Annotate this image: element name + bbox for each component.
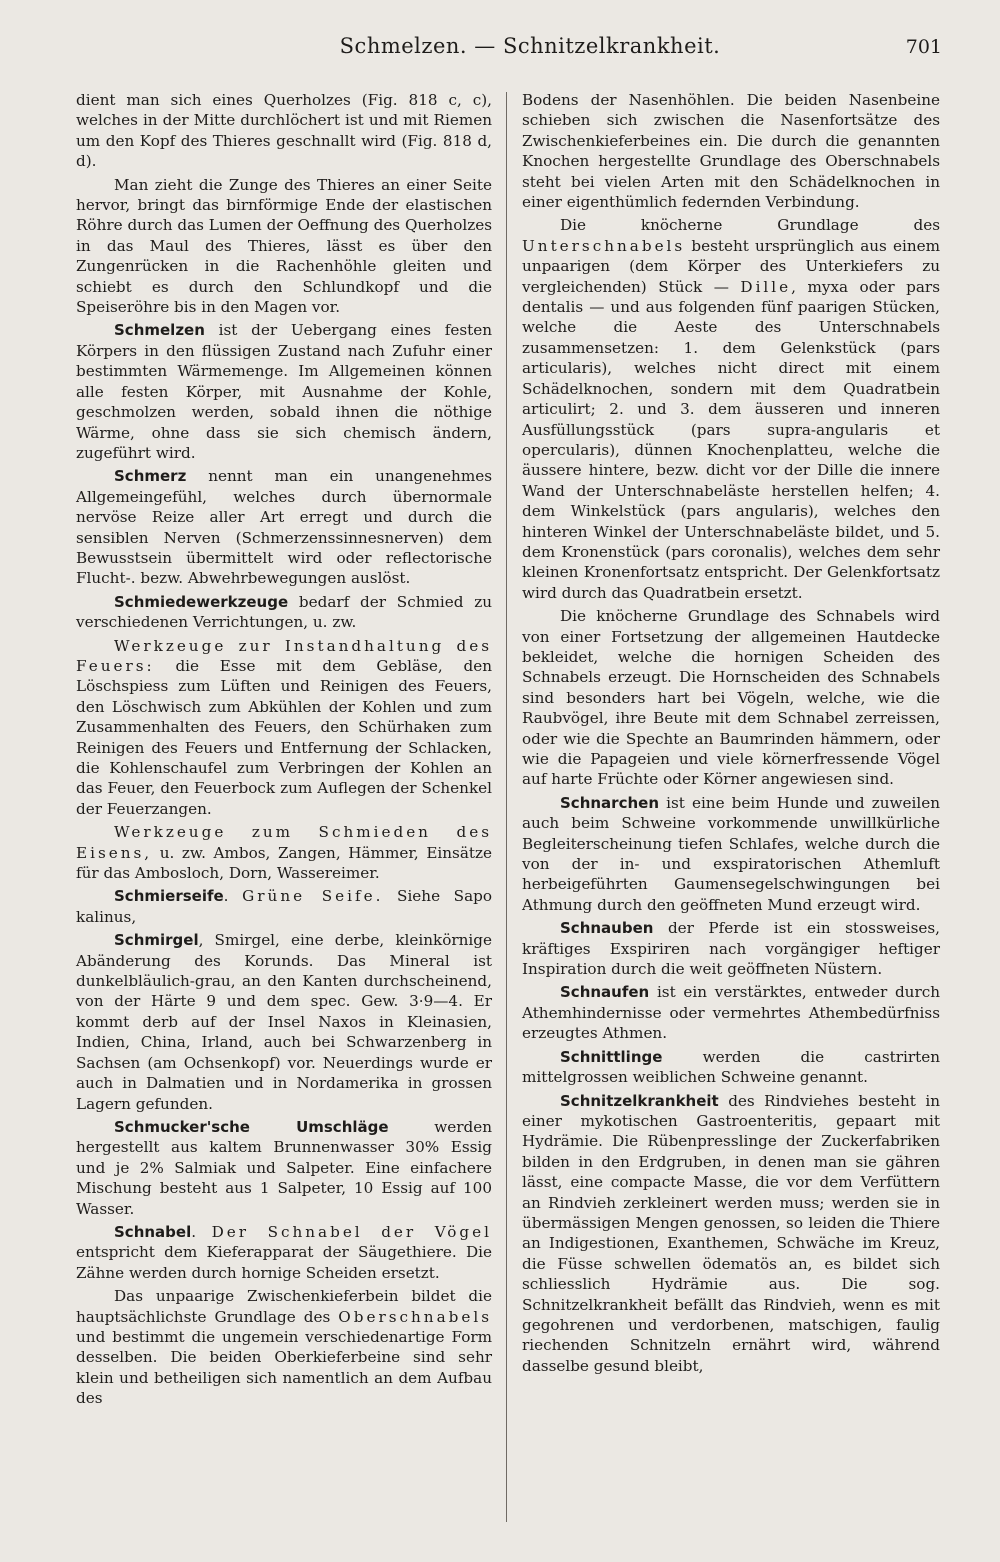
running-title: Schmelzen. — Schnitzelkrankheit. [339,34,721,58]
entry-headword: Schnaufen [560,983,650,1002]
paragraph [76,886,492,927]
right-text-column [522,90,940,1379]
left-text-column [76,90,492,1412]
text-run: . [191,1222,212,1241]
text-run: Man zieht die Zunge des Thieres an einer Seite hervor, bringt das birnförmige Ende der elastischen Röhre durch das Lumen der Oeffnung des Querholzes in das Maul des Thieres, lässt es über den Zungenrücken in die Rachenhöhle gleiten und schiebt es durch den Schlundkopf und die Speiseröhre bis in den Magen vor. [76,175,492,317]
running-header [0,30,1000,70]
text-run: die Esse mit dem Gebläse, den Löschspiess zum Lüften und Reinigen des Feuers, den Löschwisch zum Abkühlen der Kohlen und zum Zusammenhalten des Feuers, den Schürhaken zum Reinigen des Feuers und Entfernung der Schlacken, die Kohlenschaufel zum Verbringen der Kohlen an das Feuer, den Feuerbock zum Auflegen der Schenkel der Feuerzangen. [76,656,492,818]
entry-headword: Schnarchen [560,793,659,812]
paragraph [76,592,492,633]
text-run: Die knöcherne Grundlage des Schnabels wird von einer Fortsetzung der allgemeinen Hautdecke bekleidet, welche die hornigen Scheiden des Schnabels erzeugt. Die Hornscheiden des Schnabels sind besonders hart bei Vögeln, welche, wie die Raubvögel, ihre Beute mit dem Schnabel zerreissen, oder wie die Spechte an Baumrinden hämmern, oder wie die Papageien und viele körnerfressende Vögel auf harte Früchte oder Körner angewiesen sind. [522,607,940,789]
text-run: dient man sich eines Querholzes (Fig. 818 c, c), welches in der Mitte durchlöchert ist und mit Riemen um den Kopf des Thieres geschnallt wird (Fig. 818 d, d). [76,91,492,171]
paragraph [76,90,492,172]
text-run: ist ein verstärktes, entweder durch Athemhindernisse oder vermehrtes Athembedürfniss erzeugtes Athmen. [522,983,940,1043]
paragraph [522,90,940,212]
spaced-emphasis: Der Schnabel der Vögel [211,1222,492,1241]
entry-headword: Schmelzen [114,321,205,340]
text-run: des Rindviehes besteht in einer mykotischen Gastroenteritis, gepaart mit Hydrämie. Die Rübenpresslinge der Zuckerfabriken bilden in den Erdgruben, in denen man sie gähren lässt, eine compacte Masse, die vor dem Verfüttern an Rindvieh zerkleinert werden muss; werden sie in übermässigen Mengen genossen, so leiden die Thiere an Indigestionen, Exanthemen, Schwäche im Kreuz, die Füsse schwellen ödematös an, es bildet sich schliesslich Hydrämie aus. Die sog. Schnitzelkrankheit befällt das Rindvieh, wenn es mit gegohrenen und verdorbenen, matschigen, faulig riechenden Schnitzeln ernährt wird, während dasselbe gesund bleibt, [522,1091,940,1375]
entry-headword: Schnabel [114,1222,192,1241]
entry-headword: Schmirgel [114,931,199,950]
paragraph [76,466,492,588]
paragraph [76,1286,492,1408]
text-run: . [223,887,243,906]
text-run: u. zw. Ambos, Zangen, Hämmer, Einsätze für das Ambosloch, Dorn, Wassereimer. [76,843,492,883]
text-run: Das unpaarige Zwischenkieferbein bildet die hauptsächlichste Grundlage des [76,1287,492,1326]
text-run: besteht ursprünglich aus einem unpaarigen (dem Körper des Unterkiefers zu vergleichenden) Stück — [522,236,940,296]
spaced-emphasis: Unterschnabels [522,236,686,255]
paragraph [76,822,492,883]
text-run: der Pferde ist ein stossweises, kräftiges Exspiriren nach vorgängiger heftiger Inspiration durch die weit geöffneten Nüstern. [522,919,940,979]
entry-headword: Schmerz [114,467,187,486]
text-run: ist der Uebergang eines festen Körpers in den flüssigen Zustand nach Zufuhr einer bestimmten Wärmemenge. Im Allgemeinen können alle festen Körper, mit Ausnahme der Kohle, geschmolzen werden, sobald ihnen die nöthige Wärme, ohne dass sie sich chemisch ändern, zugeführt wird. [76,321,492,462]
page-number: 701 [905,36,942,58]
text-run: nennt man ein unangenehmes Allgemeingefühl, welches durch übernormale nervöse Reize aller Art erregt und durch die sensiblen Nerven (Schmerzenssinnesnerven) dem Bewusstsein übermittelt wird oder reflectorische Flucht-. bezw. Abwehrbewegungen auslöst. [76,467,492,588]
text-run: ist eine beim Hunde und zuweilen auch beim Schweine vorkommende unwillkürliche Begleiterscheinung tiefen Schlafes, welche durch die von der in- und exspiratorischen Athemluft herbeigeführten Gaumensegelschwingungen bei Athmung durch den geöffneten Mund erzeugt wird. [522,793,940,914]
text-run: bedarf der Schmied zu verschiedenen Verrichtungen, u. zw. [76,592,492,632]
entry-headword: Schmierseife [114,887,224,906]
text-run: , Smirgel, eine derbe, kleinkörnige Abänderung des Korunds. Das Mineral ist dunkelbläulich-grau, an den Kanten durchscheinend, von der Härte 9 und dem spec. Gew. 3·9—4. Er kommt derb auf der Insel Naxos in Kleinasien, Indien, China, Irland, auch bei Schwarzenberg in Sachsen (am Ochsenkopf) vor. Neuerdings wurde er auch in Dalmatien und in Nordamerika in grossen Lagern gefunden. [76,931,492,1113]
text-run: entspricht dem Kieferapparat der Säugethiere. Die Zähne werden durch hornige Scheiden ersetzt. [76,1243,492,1282]
paragraph [522,1047,940,1088]
paragraph [522,215,940,603]
entry-headword: Schnitzelkrankheit [560,1091,719,1110]
spaced-emphasis: Werkzeuge zur Instandhaltung des Feuers: [76,636,492,675]
text-run: Siehe Sapo kalinus, [76,887,493,926]
column-divider [506,92,507,1522]
spaced-emphasis: Grüne Seife. [242,887,384,906]
text-run: werden hergestellt aus kaltem Brunnenwasser 30% Essig und je 2% Salmiak und Salpeter. Eine einfachere Mischung besteht aus 1 Salpeter, 10 Essig auf 100 Wasser. [76,1117,492,1218]
text-run: Die knöcherne Grundlage des [560,216,940,235]
text-run: Bodens der Nasenhöhlen. Die beiden Nasenbeine schieben sich zwischen die Nasenfortsätze des Zwischenkieferbeines ein. Die durch die genannten Knochen hergestellte Grundlage des Oberschnabels steht bei vielen Arten mit den Schädelknochen in einer eigenthümlich federnden Verbindung. [522,91,940,212]
spaced-emphasis: Oberschnabels [338,1307,492,1326]
paragraph [522,1091,940,1377]
entry-headword: Schnauben [560,919,654,938]
text-run: werden die castrirten mittelgrossen weiblichen Schweine genannt. [522,1047,940,1087]
paragraph [522,793,940,915]
paragraph [76,1117,492,1219]
paragraph [76,1222,492,1283]
text-run: , myxa oder pars dentalis — und aus folgenden fünf paarigen Stücken, welche die Aeste des Unterschnabels zusammensetzen: 1. dem Gelenkstück (pars articularis), welches nicht direct mit einem Schädelknochen, sondern mit dem Quadratbein articulirt; 2. und 3. dem äusseren und inneren Ausfüllungsstück (pars supra-angularis et opercularis), dünnen Knochenplatteu, welche die äussere hintere, bezw. dicht vor der Dille die innere Wand der Unterschnabeläste herstellen helfen; 4. dem Winkelstück (pars angularis), welches den hinteren Winkel der Unterschnabeläste bildet, und 5. dem Kronenstück (pars coronalis), welches dem sehr kleinen Kronenfortsatz entspricht. Der Gelenkfortsatz wird durch das Quadratbein ersetzt. [522,277,940,602]
paragraph [76,175,492,318]
spaced-emphasis: Dille [740,277,792,296]
paragraph [522,982,940,1043]
entry-headword: Schnittlinge [560,1047,663,1066]
paragraph [76,636,492,820]
text-run: und bestimmt die ungemein verschiedenartige Form desselben. Die beiden Oberkieferbeine sind sehr klein und betheiligen sich namentlich an dem Aufbau des [76,1327,492,1408]
paragraph [522,918,940,979]
paragraph [522,606,940,790]
entry-headword: Schmucker'sche Umschläge [114,1117,389,1136]
entry-headword: Schmiedewerkzeuge [114,592,289,611]
paragraph [76,320,492,463]
spaced-emphasis: Werkzeuge zum Schmieden des Eisens, [76,823,492,862]
paragraph [76,930,492,1114]
